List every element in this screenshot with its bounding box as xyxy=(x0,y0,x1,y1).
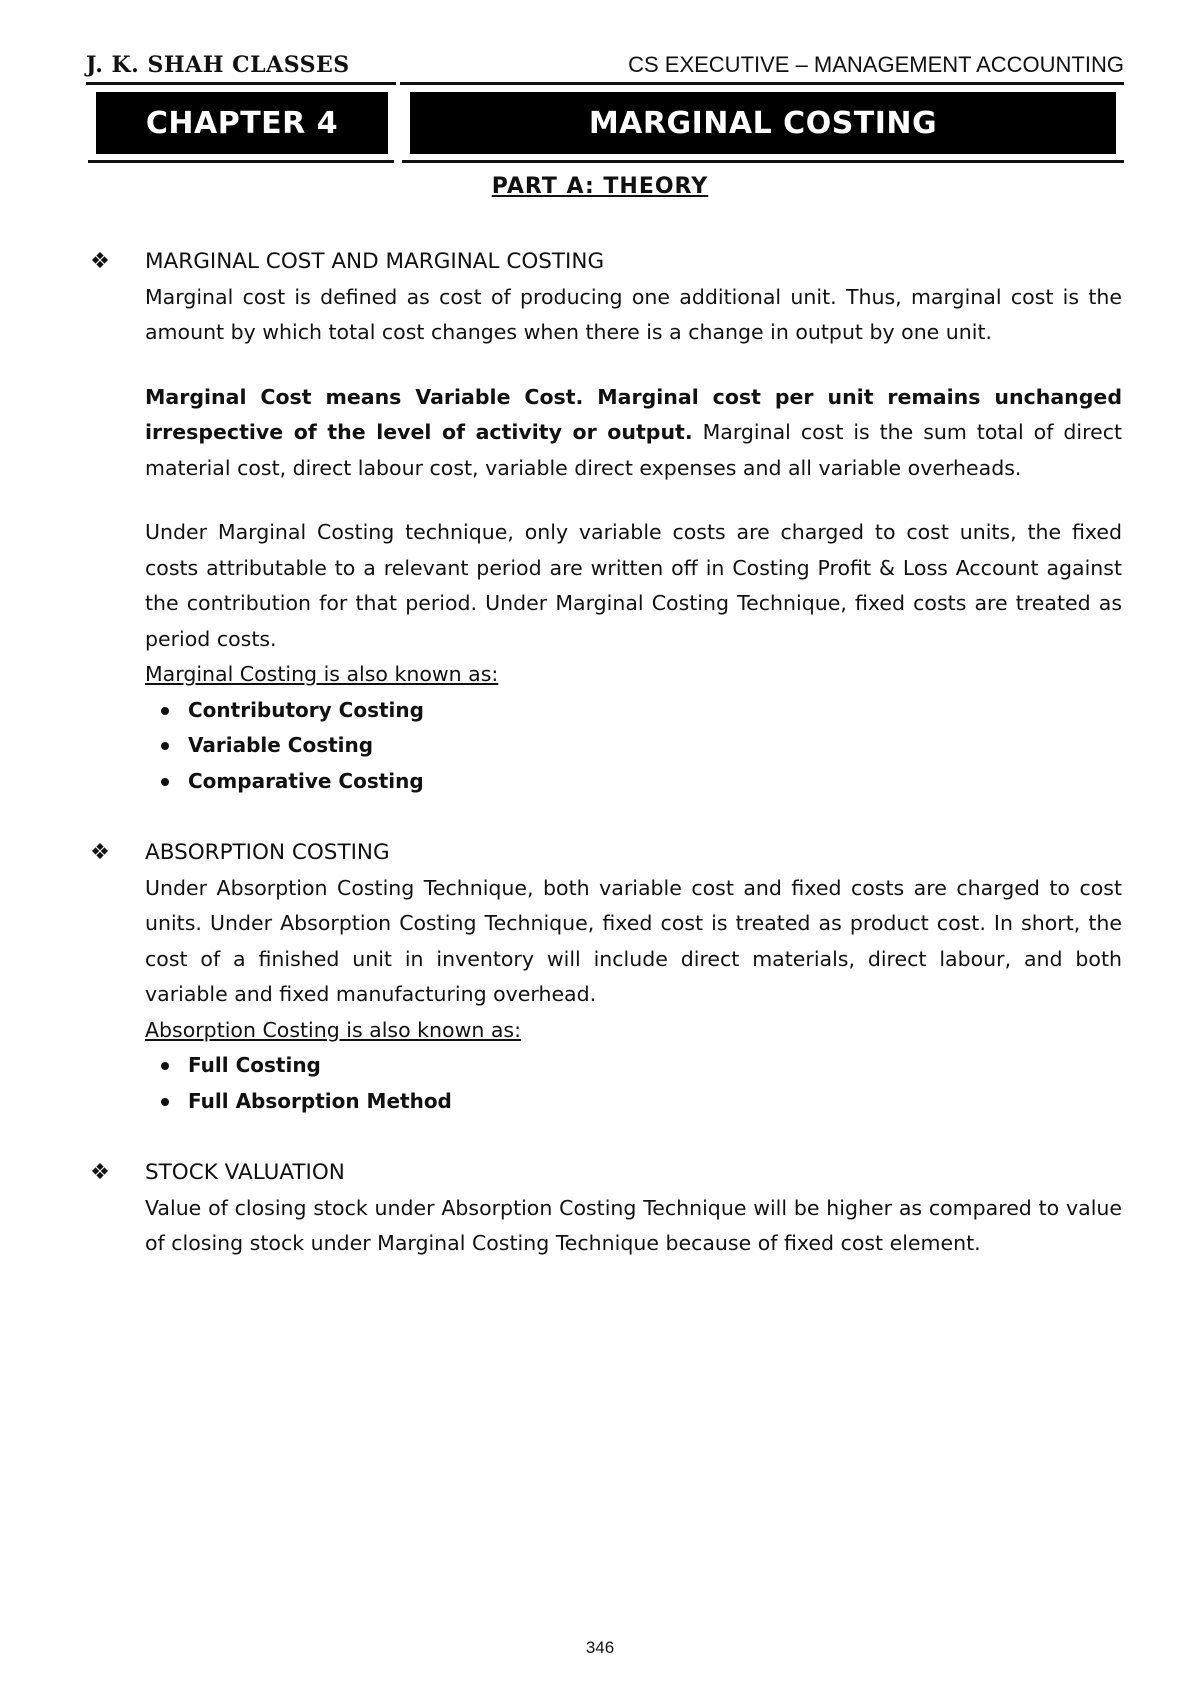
also-known-as-label: Marginal Costing is also known as: xyxy=(145,662,499,686)
list-item: Contributory Costing xyxy=(145,693,1122,729)
section-title: STOCK VALUATION xyxy=(145,1160,345,1185)
paragraph: Marginal cost is defined as cost of producing one additional unit. Thus, marginal cost is the amount by which total cost changes when there is a change in output by one unit. xyxy=(145,284,1122,344)
box-rule-left xyxy=(88,160,394,163)
header-rule-right xyxy=(400,82,1124,85)
header-rule-left xyxy=(86,82,396,85)
paragraph: Under Marginal Costing technique, only variable costs are charged to cost units, the fixed costs attributable to a relevant period are written off in Costing Profit & Loss Account against the contribution for that period. Under Marginal Costing Technique, fixed costs are treated as period costs. xyxy=(145,520,1122,651)
page-number: 346 xyxy=(585,1638,615,1657)
content-body xyxy=(90,244,1122,1298)
section-absorption-costing xyxy=(90,835,1122,1119)
list-item: Full Costing xyxy=(145,1048,1122,1084)
section-marginal-costing xyxy=(90,244,1122,799)
also-known-as-label: Absorption Costing is also known as: xyxy=(145,1017,521,1042)
list-item: Comparative Costing xyxy=(145,764,1122,800)
section-stock-valuation xyxy=(90,1155,1122,1262)
list-item: Full Absorption Method xyxy=(145,1084,1122,1120)
header-institute: J. K. SHAH CLASSES xyxy=(86,52,350,78)
box-rule-right xyxy=(402,160,1124,163)
bullet-list xyxy=(145,1048,1122,1119)
diamond-bullet-icon: ❖ xyxy=(90,840,110,865)
chapter-title-box: MARGINAL COSTING xyxy=(410,92,1116,154)
section-title: ABSORPTION COSTING xyxy=(145,840,390,865)
diamond-bullet-icon: ❖ xyxy=(90,249,110,274)
bold-statement: Marginal Cost means Variable Cost. Marginal cost per unit remains unchanged irrespective of the level of activity or output. xyxy=(145,384,1122,444)
paragraph xyxy=(145,380,1122,487)
header-course: CS EXECUTIVE – MANAGEMENT ACCOUNTING xyxy=(628,52,1124,77)
chapter-number-box: CHAPTER 4 xyxy=(96,92,388,154)
paragraph: Under Absorption Costing Technique, both variable cost and fixed costs are charged to cost units. Under Absorption Costing Technique, fixed cost is treated as product cost. In short, the cost of a finished unit in inventory will include direct materials, direct labour, and both variable and fixed manufacturing overhead. xyxy=(145,875,1122,1006)
bullet-list xyxy=(145,693,1122,800)
diamond-bullet-icon: ❖ xyxy=(90,1160,110,1185)
list-item: Variable Costing xyxy=(145,728,1122,764)
paragraph-text: Marginal cost is the sum total of direct material cost, direct labour cost, variable direct expenses and all variable overheads. xyxy=(145,420,1122,480)
paragraph: Value of closing stock under Absorption Costing Technique will be higher as compared to value of closing stock under Marginal Costing Technique because of fixed cost element. xyxy=(145,1195,1122,1255)
part-title: PART A: THEORY xyxy=(491,174,709,199)
section-title: MARGINAL COST AND MARGINAL COSTING xyxy=(145,249,605,274)
